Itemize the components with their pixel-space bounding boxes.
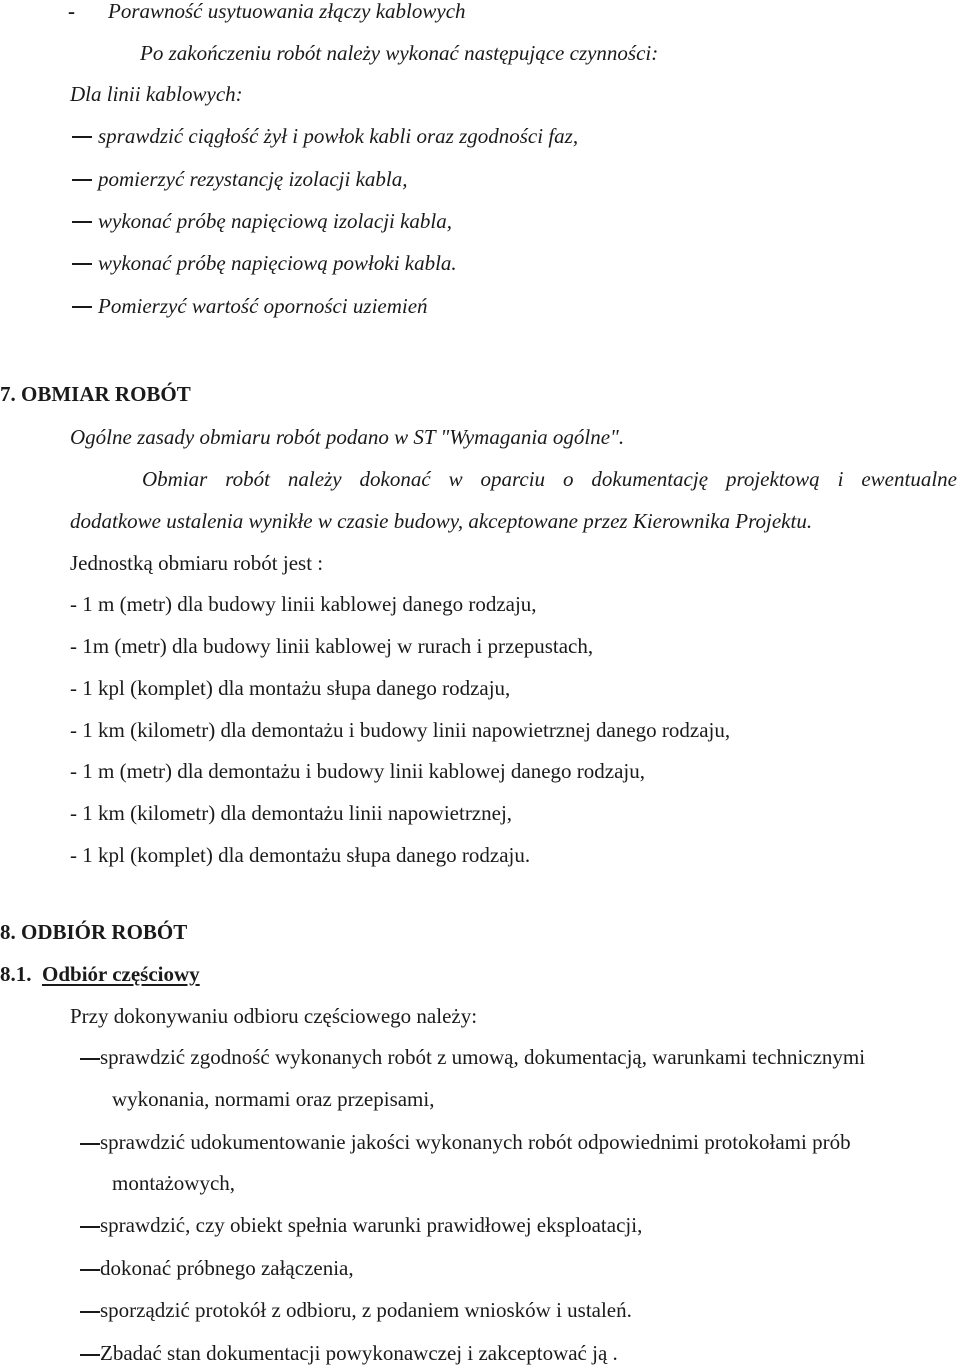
- dash-marker: [80, 1058, 100, 1060]
- list-item: sporządzić protokół z odbioru, z podaniem wniosków i ustaleń.: [100, 1298, 632, 1322]
- list-item: Porawność usytuowania złączy kablowych: [108, 0, 466, 23]
- list-item: - 1 km (kilometr) dla demontażu linii napowietrznej,: [70, 801, 513, 825]
- list-item: - 1 km (kilometr) dla demontażu i budowy linii napowietrznej danego rodzaju,: [70, 718, 731, 742]
- subsection-number: 8.1.: [0, 962, 32, 986]
- list-item: - 1m (metr) dla budowy linii kablowej w rurach i przepustach,: [70, 634, 594, 658]
- dash-marker: [72, 221, 92, 223]
- dash-marker: [72, 179, 92, 181]
- paragraph: Po zakończeniu robót należy wykonać następujące czynności:: [140, 41, 659, 65]
- paragraph-justified: Obmiar robót należy dokonać w oparciu o dokumentację projektową i ewentualne: [142, 467, 957, 491]
- list-item: - 1 kpl (komplet) dla demontażu słupa danego rodzaju.: [70, 843, 531, 867]
- dash-marker: [80, 1269, 100, 1271]
- section-heading: 8. ODBIÓR ROBÓT: [0, 920, 188, 944]
- dash-marker: [72, 136, 92, 138]
- paragraph: dodatkowe ustalenia wynikłe w czasie budowy, akceptowane przez Kierownika Projektu.: [70, 509, 813, 533]
- dash-marker: [80, 1143, 100, 1145]
- list-item: sprawdzić zgodność wykonanych robót z umową, dokumentacją, warunkami technicznymi: [100, 1045, 866, 1069]
- list-item: wykonać próbę napięciową powłoki kabla.: [98, 251, 457, 275]
- list-item-continuation: wykonania, normami oraz przepisami,: [112, 1087, 435, 1111]
- paragraph: Przy dokonywaniu odbioru częściowego należy:: [70, 1004, 478, 1028]
- bullet-dash: -: [68, 0, 75, 23]
- dash-marker: [80, 1311, 100, 1313]
- dash-marker: [72, 306, 92, 308]
- list-item-continuation: montażowych,: [112, 1171, 236, 1195]
- list-item: - 1 kpl (komplet) dla montażu słupa danego rodzaju,: [70, 676, 511, 700]
- subsection-title: Odbiór częściowy: [42, 962, 200, 986]
- dash-marker: [80, 1226, 100, 1228]
- list-item: - 1 m (metr) dla budowy linii kablowej danego rodzaju,: [70, 592, 537, 616]
- list-item: sprawdzić, czy obiekt spełnia warunki prawidłowej eksploatacji,: [100, 1213, 643, 1237]
- list-item: - 1 m (metr) dla demontażu i budowy linii kablowej danego rodzaju,: [70, 759, 646, 783]
- section-subheading: Dla linii kablowych:: [70, 82, 243, 106]
- paragraph: Jednostką obmiaru robót jest :: [70, 551, 324, 575]
- list-item: sprawdzić ciągłość żył i powłok kabli oraz zgodności faz,: [98, 124, 579, 148]
- section-heading: 7. OBMIAR ROBÓT: [0, 382, 191, 406]
- list-item: dokonać próbnego załączenia,: [100, 1256, 354, 1280]
- list-item: Pomierzyć wartość oporności uziemień: [98, 294, 428, 318]
- paragraph: Ogólne zasady obmiaru robót podano w ST "Wymagania ogólne".: [70, 425, 625, 449]
- list-item: wykonać próbę napięciową izolacji kabla,: [98, 209, 453, 233]
- list-item: pomierzyć rezystancję izolacji kabla,: [98, 167, 408, 191]
- dash-marker: [80, 1354, 100, 1356]
- list-item: sprawdzić udokumentowanie jakości wykonanych robót odpowiednimi protokołami prób: [100, 1130, 851, 1154]
- list-item: Zbadać stan dokumentacji powykonawczej i zakceptować ją .: [100, 1341, 618, 1365]
- dash-marker: [72, 263, 92, 265]
